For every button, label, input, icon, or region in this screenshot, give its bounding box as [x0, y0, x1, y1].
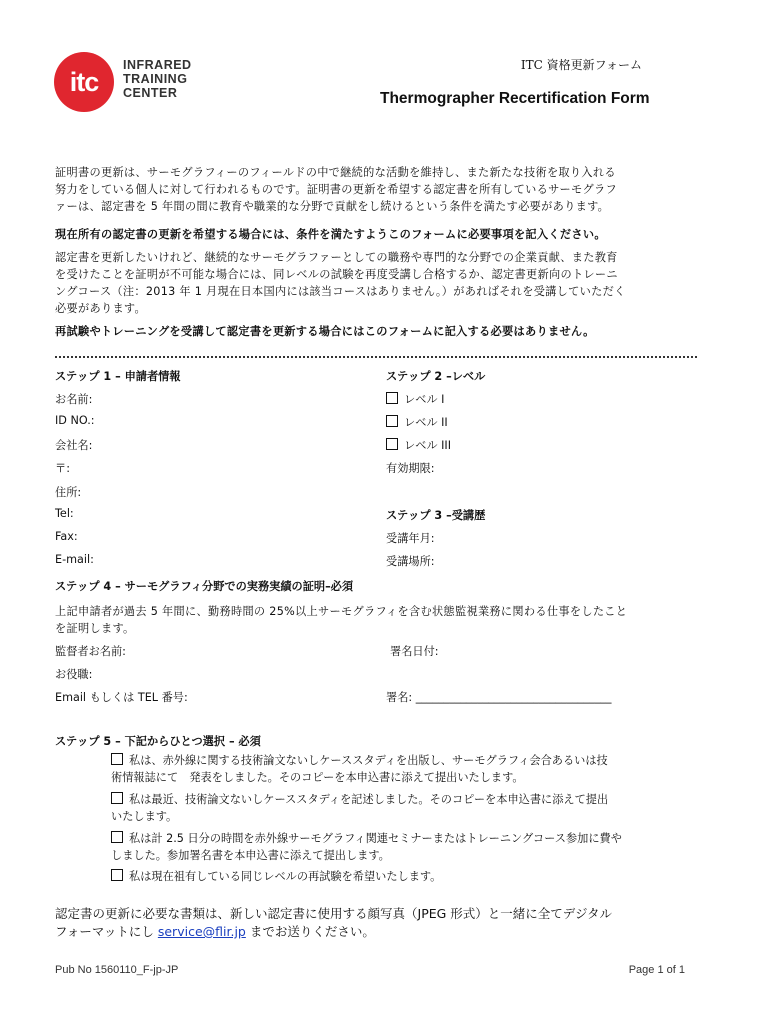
checkbox[interactable]	[111, 869, 123, 881]
notice-no-form: 再試験やトレーニングを受講して認定書を更新する場合にはこのフォームに記入する必要はありません。	[55, 325, 595, 338]
text-line: を証明します。	[55, 622, 135, 635]
level-label: レベル II	[404, 416, 448, 429]
option-text: 私は最近、技術論文ないしケーススタディを記述しました。そのコピーを本申込書に添えて提出	[129, 793, 609, 806]
tel-field[interactable]: Tel:	[55, 507, 74, 520]
option-written[interactable]	[111, 791, 701, 825]
option-text: 術情報誌にて 発表をしました。そのコピーを本申込書に添えて提出いたします。	[111, 771, 524, 784]
step4-statement	[55, 603, 705, 637]
option-text: 私は現在祖有している同じレベルの再試験を希望いたします。	[129, 870, 442, 883]
supervisor-name-field[interactable]: 監督者お名前:	[55, 645, 126, 658]
email-field[interactable]: E-mail:	[55, 553, 94, 566]
text-line: ングコース（注：2013 年 1 月現在日本国内には該当コースはありません。）があればそれを受講していただく	[55, 285, 626, 298]
step4-heading: ステップ 4 – サーモグラフィ分野での実務実績の証明–必須	[55, 580, 354, 593]
itc-logo-mark: itc	[54, 52, 114, 112]
pub-number: Pub No 1560110_F-jp-JP	[55, 964, 179, 976]
step5-heading: ステップ 5 – 下記からひとつ選択 – 必須	[55, 735, 261, 748]
option-retest[interactable]	[111, 868, 701, 885]
text-line: 必要があります。	[55, 302, 147, 315]
option-publish[interactable]	[111, 752, 701, 786]
checkbox[interactable]	[111, 831, 123, 843]
option-text: しました。参加署名書を本申込書に添えて提出します。	[111, 849, 390, 862]
page-title: Thermographer Recertification Form	[380, 90, 650, 107]
checkbox[interactable]	[386, 438, 398, 450]
signature-field[interactable]: 署名: ___________________________________	[386, 691, 612, 704]
level1-option[interactable]	[386, 391, 444, 407]
page-number: Page 1 of 1	[628, 964, 685, 976]
email-link[interactable]: service@flir.jp	[157, 924, 246, 939]
form-id: ITC 資格更新フォーム	[520, 58, 642, 72]
level-label: レベル I	[404, 393, 445, 406]
checkbox[interactable]	[386, 392, 398, 404]
step1-heading: ステップ 1 – 申請者情報	[55, 370, 181, 383]
option-seminar[interactable]	[111, 830, 701, 864]
text-line: フォーマットにし	[55, 924, 158, 939]
step2-heading: ステップ 2 –レベル	[386, 370, 486, 383]
checkbox[interactable]	[111, 753, 123, 765]
contact-field[interactable]: Email もしくは TEL 番号:	[55, 691, 188, 704]
closing-paragraph	[55, 905, 715, 941]
text-line: 上記申請者が過去 5 年間に、勤務時間の 25%以上サーモグラフィを含む状態監視業務に関わる仕事をしたこと	[55, 605, 628, 618]
option-text: 私は計 2.5 日分の時間を赤外線サーモグラフィ関連セミナーまたはトレーニングコース参加に費や	[129, 832, 622, 845]
checkbox[interactable]	[111, 792, 123, 804]
company-field[interactable]: 会社名:	[55, 439, 93, 452]
option-text: いたします。	[111, 810, 178, 823]
intro-paragraph	[55, 164, 705, 215]
text-line: 認定書を更新したいけれど、継続的なサーモグラファーとしての職務や専門的な分野での企業貢献、また教育	[55, 251, 618, 264]
itc-logo-text	[123, 58, 192, 100]
course-place-field[interactable]: 受講場所:	[386, 555, 435, 568]
divider	[55, 356, 697, 358]
notice-requirements: 現在所有の認定書の更新を希望する場合には、条件を満たすようこのフォームに必要事項を記入ください。	[55, 228, 606, 241]
name-field[interactable]: お名前:	[55, 393, 93, 406]
course-date-field[interactable]: 受講年月:	[386, 532, 435, 545]
position-field[interactable]: お役職:	[55, 668, 93, 681]
checkbox[interactable]	[386, 415, 398, 427]
logo-line: CENTER	[123, 86, 178, 100]
level3-option[interactable]	[386, 437, 451, 453]
address-field[interactable]: 住所:	[55, 486, 82, 499]
sign-date-field[interactable]: 署名日付:	[390, 645, 439, 658]
text-line: を受けたことを証明が不可能な場合には、同レベルの試験を再度受講し合格するか、認定書更新向のトレーニ	[55, 268, 618, 281]
logo-line: INFRARED	[123, 58, 192, 72]
level-label: レベル III	[404, 439, 452, 452]
fax-field[interactable]: Fax:	[55, 530, 78, 543]
text-line: 努力をしている個人に対して行われるものです。証明書の更新を希望する認定書を所有しているサーモグラフ	[55, 183, 617, 196]
step3-heading: ステップ 3 –受講歴	[386, 509, 486, 522]
logo-line: TRAINING	[123, 72, 188, 86]
option-text: 私は、赤外線に関する技術論文ないしケーススタディを出版し、サーモグラフィ会合あるいは技	[129, 754, 608, 767]
text-line: 証明書の更新は、サーモグラフィーのフィールドの中で継続的な活動を維持し、また新たな技術を取り入れる	[55, 166, 616, 179]
expiry-field[interactable]: 有効期限:	[386, 462, 435, 475]
retest-paragraph	[55, 249, 705, 317]
text-line: までお送りください。	[245, 924, 375, 939]
postal-field[interactable]: 〒:	[55, 462, 70, 475]
text-line: ァーは、認定書を 5 年間の間に教育や職業的な分野で貢献をし続けるという条件を満たす必要があります。	[55, 200, 610, 213]
id-field[interactable]: ID NO.:	[55, 414, 95, 427]
level2-option[interactable]	[386, 414, 448, 430]
text-line: 認定書の更新に必要な書類は、新しい認定書に使用する顔写真（JPEG 形式）と一緒に全てデジタル	[55, 906, 613, 921]
